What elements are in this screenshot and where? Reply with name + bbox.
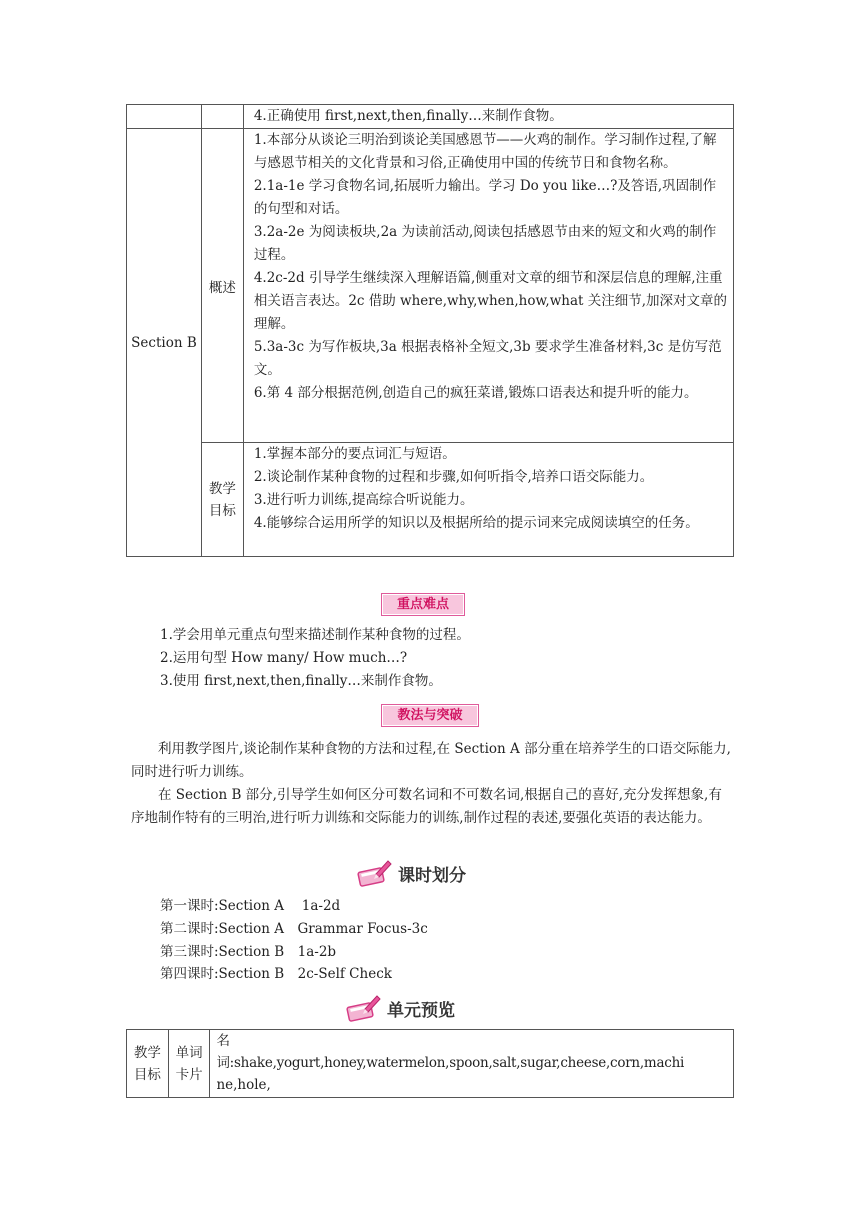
goal-item: 2.谈论制作某种食物的过程和步骤,如何听指令,培养口语交际能力。 [253, 469, 654, 485]
overview-item: 5.3a-3c 为写作板块,3a 根据表格补全短文,3b 要求学生准备材料,3c 是仿写范文。 [253, 339, 722, 378]
schedule-item: 第二课时:Section A Grammar Focus-3c [160, 921, 428, 937]
overview-item: 2.1a-1e 学习食物名词,拓展听力输出。学习 Do you like…?及答语,巩固制作的句型和对话。 [253, 178, 717, 217]
preview-title: 单元预览 [387, 1000, 455, 1021]
preview-heading [345, 993, 455, 1023]
preview-table [126, 1029, 734, 1098]
preview-content-line: 名 [216, 1033, 230, 1049]
methods-paragraph: 利用教学图片,谈论制作某种食物的方法和过程,在 Section A 部分重在培养学生的口语交际能力,同时进行听力训练。 [131, 741, 731, 780]
overview-label: 概述 [208, 279, 236, 296]
schedule-item: 第三课时:Section B 1a-2b [160, 944, 337, 960]
goal-item: 3.进行听力训练,提高综合听说能力。 [253, 492, 474, 508]
preview-col1-cell [127, 1030, 169, 1098]
empty-cell [201, 105, 243, 129]
overview-item: 3.2a-2e 为阅读板块,2a 为读前活动,阅读包括感恩节由来的短文和火鸡的制作过程。 [253, 224, 717, 263]
goals-label-line1: 教学 [208, 480, 236, 497]
notebook-pencil-icon [345, 993, 381, 1023]
overview-label-cell [201, 129, 243, 443]
schedule-item: 第四课时:Section B 2c-Self Check [160, 966, 392, 982]
notebook-pencil-icon [356, 858, 392, 888]
preview-content-cell [210, 1030, 734, 1098]
key-point-item: 3.使用 first,next,then,finally…来制作食物。 [160, 673, 442, 689]
top-item-cell [243, 105, 733, 129]
goal-item: 1.掌握本部分的要点词汇与短语。 [253, 446, 456, 462]
preview-content-line: ne,hole, [216, 1077, 271, 1093]
preview-col2-line1: 单词 [175, 1044, 203, 1061]
preview-col1-line2: 目标 [133, 1066, 161, 1083]
key-points-label: 重点难点 [381, 593, 465, 616]
overview-item: 1.本部分从谈论三明治到谈论美国感恩节——火鸡的制作。学习制作过程,了解与感恩节相关的文化背景和习俗,正确使用中国的传统节日和食物名称。 [253, 132, 717, 171]
goals-label-line2: 目标 [208, 502, 236, 519]
key-point-item: 2.运用句型 How many/ How much…? [160, 650, 408, 666]
section-label-cell [127, 129, 202, 557]
methods-paragraph: 在 Section B 部分,引导学生如何区分可数名词和不可数名词,根据自己的喜好,充分发挥想象,有序地制作特有的三明治,进行听力训练和交际能力的训练,制作过程的表述,要强化英语的表达能力。 [131, 787, 722, 826]
methods-label: 教法与突破 [381, 704, 479, 727]
preview-col2-line2: 卡片 [175, 1066, 203, 1083]
empty-cell [127, 105, 202, 129]
schedule-heading [356, 858, 466, 888]
schedule-title: 课时划分 [398, 865, 466, 886]
goals-cell [243, 443, 733, 557]
top-item: 4.正确使用 first,next,then,finally…来制作食物。 [253, 108, 563, 124]
preview-content-line: 词:shake,yogurt,honey,watermelon,spoon,salt,sugar,cheese,corn,machi [216, 1055, 685, 1071]
schedule-item: 第一课时:Section A 1a-2d [160, 898, 341, 914]
preview-col2-cell [168, 1030, 210, 1098]
section-b-table [126, 104, 734, 557]
preview-col1-line1: 教学 [133, 1044, 161, 1061]
overview-item: 4.2c-2d 引导学生继续深入理解语篇,侧重对文章的细节和深层信息的理解,注重相关语言表达。2c 借助 where,why,when,how,what 关注细节,加深对文章的理解。 [253, 270, 728, 332]
overview-item: 6.第 4 部分根据范例,创造自己的疯狂菜谱,锻炼口语表达和提升听的能力。 [253, 385, 698, 401]
section-label: Section B [131, 334, 197, 351]
goal-item: 4.能够综合运用所学的知识以及根据所给的提示词来完成阅读填空的任务。 [253, 515, 699, 531]
overview-cell [243, 129, 733, 443]
key-point-item: 1.学会用单元重点句型来描述制作某种食物的过程。 [160, 627, 470, 643]
goals-label-cell [201, 443, 243, 557]
